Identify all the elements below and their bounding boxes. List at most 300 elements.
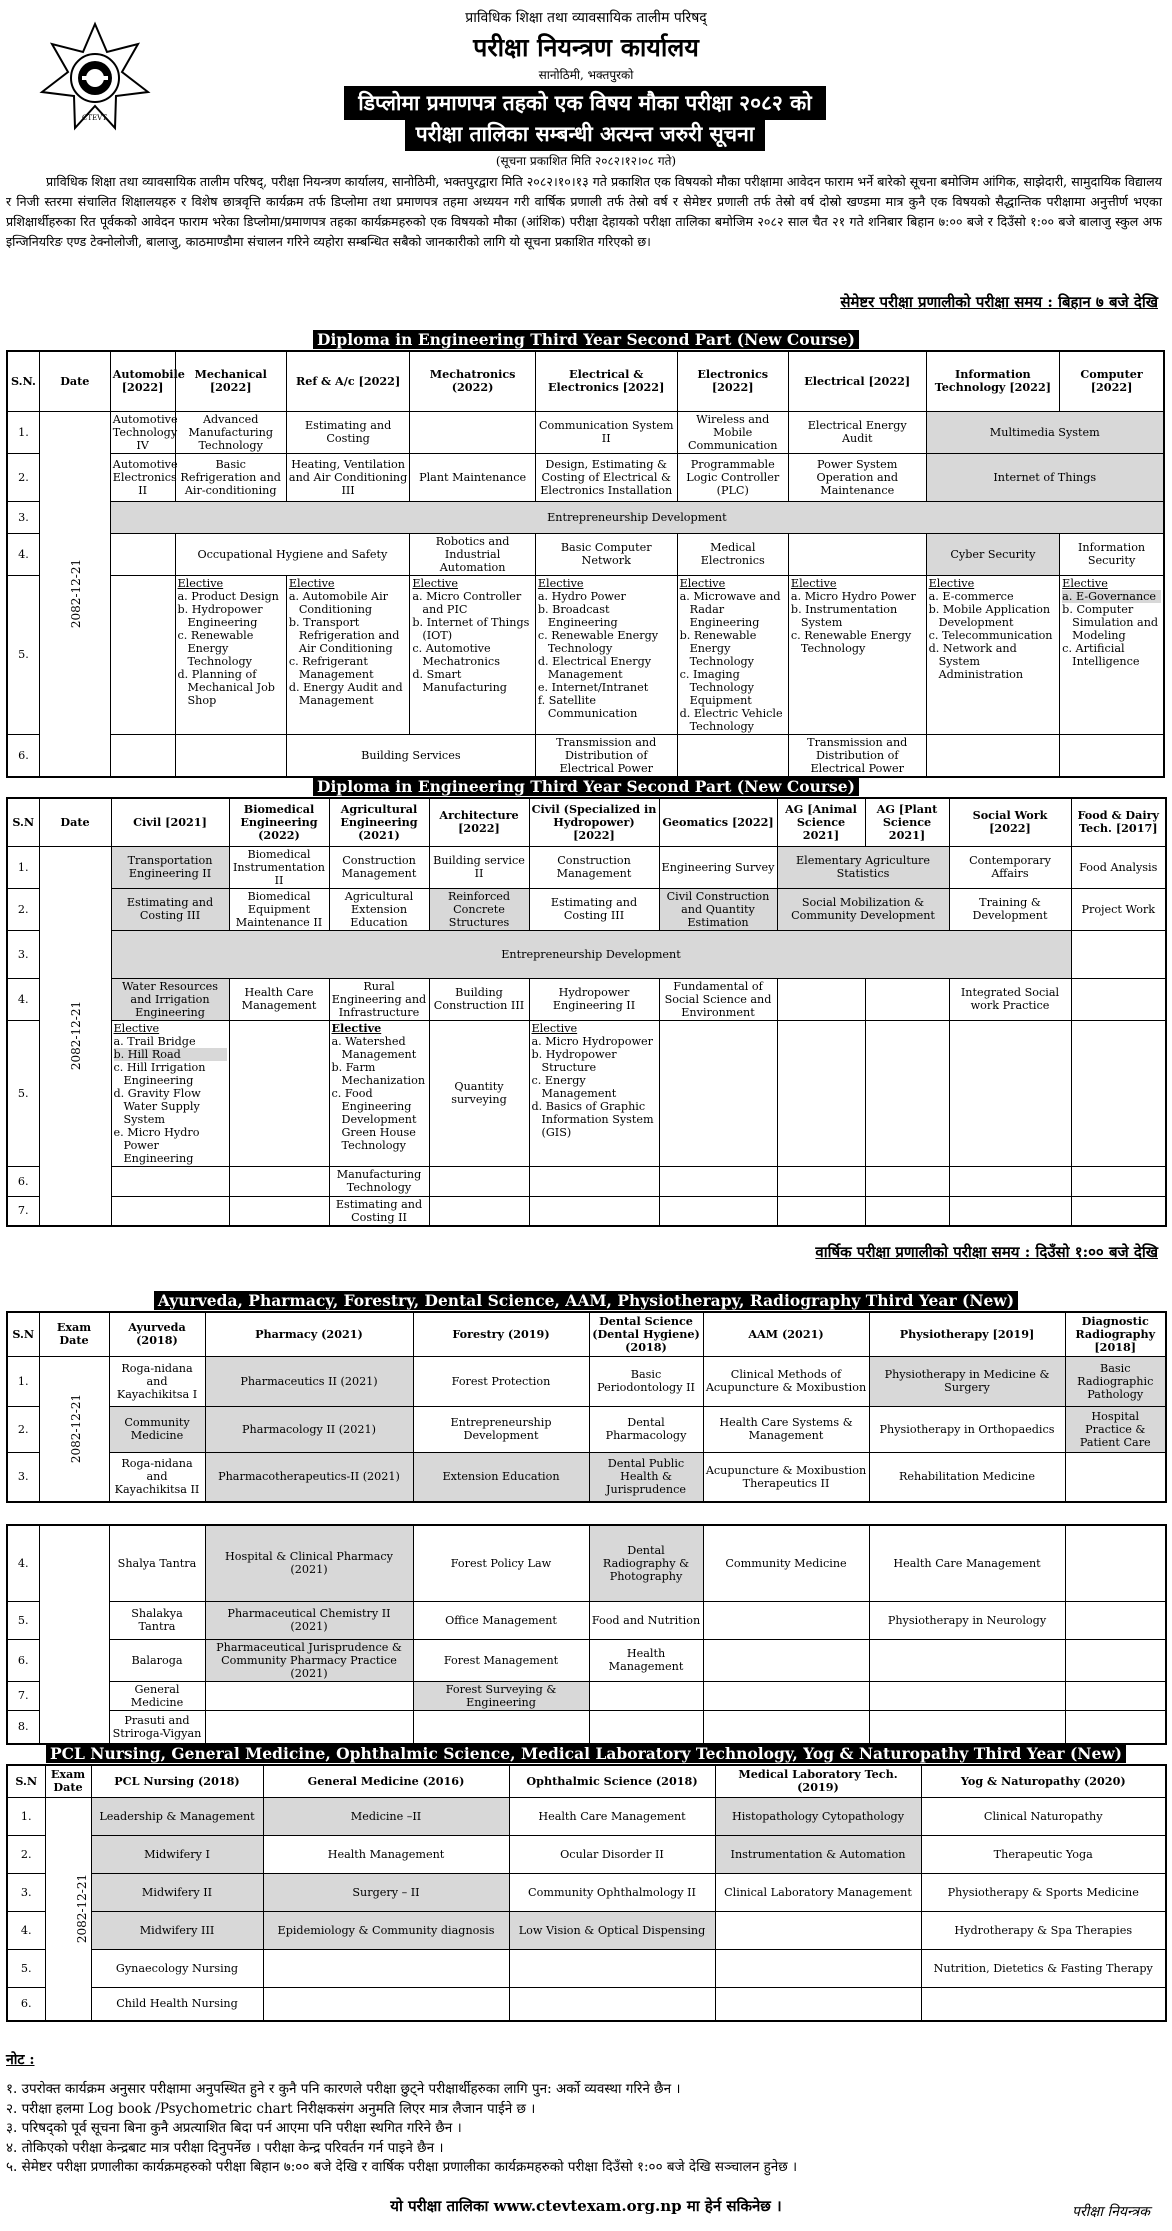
- intro-paragraph: प्राविधिक शिक्षा तथा व्यावसायिक तालीम परिषद्, परीक्षा नियन्त्रण कार्यालय, सानोठिमी, भक्तपुरद्वारा मिति २०८२।१०।१३ गते प्रकाशित एक विषयको मौका परीक्षामा आवेदन फाराम भर्ने बारेको सूचना बमोजिम आंगिक, साझेदारी, सामुदायिक विद्यालय र निजी स्तरमा संचालित शिक्षालयहरु र विशेष छात्रवृत्ति कार्यक्रम तर्फ डिप्लोमा तथा प्रमाणपत्र तहमा अध्ययन गरी वार्षिक प्रणाली तर्फ तेस्रो वर्ष र सेमेष्टर प्रणाली तर्फ तेस्रो वर्ष दोस्रो खण्डमा मात्र कुनै एक विषयको सैद्धान्तिक परीक्षामा अनुत्तीर्ण भएका प्रशिक्षार्थीहरुका रित पूर्वकको आवेदन फाराम भरेका डिप्लोमा/प्रमाणपत्र तहका कार्यक्रमहरुको एक विषयको मौका (आंशिक) परीक्षा देहायको परीक्षा तालिका बमोजिम २०८२ साल चैत २१ गते शनिबार बिहान ७:०० बजे र दिउँसो १:०० बजे बालाजु स्कुल अफ इन्जिनियरिङ एण्ड टेक्नोलोजी, बालाजु, काठमाण्डौमा संचालन गरिने व्यहोरा सम्बन्धित सबैको जानकारीको लागि यो सूचना प्रकाशित गरिएको छ।: [6, 174, 1162, 249]
- elective-cell: [410, 575, 536, 734]
- col-header: Biomedical Engineering (2022): [229, 798, 329, 846]
- list-item: e. Micro Hydro Power Engineering: [113, 1125, 200, 1165]
- subject-cell: [869, 1681, 1065, 1710]
- elective-heading: Elective: [679, 576, 726, 590]
- subject-cell: [413, 1710, 589, 1744]
- subject-cell: Community Medicine: [703, 1525, 869, 1601]
- col-header: AAM (2021): [703, 1312, 869, 1356]
- elective-list: [178, 590, 284, 707]
- col-header: Ref & A/c [2022]: [286, 351, 409, 411]
- elective-cell: [111, 1020, 229, 1166]
- subject-cell: Health Care Management: [509, 1797, 715, 1835]
- subject-cell: Forest Protection: [413, 1356, 589, 1406]
- elective-heading: Elective: [288, 576, 335, 590]
- table-row: [7, 734, 1164, 777]
- subject-cell: Construction Management: [329, 846, 429, 888]
- col-header: S.N.: [7, 351, 39, 411]
- list-item: b. Renewable Energy Technology: [679, 628, 757, 668]
- subject-cell: [263, 1949, 509, 1987]
- table-row: [7, 1196, 1166, 1226]
- website-link[interactable]: यो परीक्षा तालिका www.ctevtexam.org.np मा हेर्न सकिनेछ ।: [390, 2197, 782, 2215]
- list-item: c. Hill Irrigation Engineering: [113, 1060, 206, 1087]
- subject-cell: [1065, 1452, 1166, 1502]
- subject-cell: [715, 1911, 921, 1949]
- elective-heading: Elective: [1062, 576, 1108, 590]
- list-item: d. Network and System Administration: [928, 641, 1024, 681]
- subject-cell: [1071, 930, 1166, 978]
- elective-cell: [286, 575, 409, 734]
- list-item: b. Farm Mechanization: [331, 1060, 426, 1087]
- list-item: c. Food Engineering Development Green House Technology: [331, 1086, 417, 1152]
- subject-cell: [865, 1196, 949, 1226]
- subject-cell: Building Services: [286, 734, 535, 777]
- subject-cell: Internet of Things: [926, 453, 1164, 501]
- subject-cell: [1071, 978, 1166, 1020]
- col-header: Architecture [2022]: [429, 798, 529, 846]
- elective-heading: Elective: [790, 576, 837, 590]
- subject-cell: Quantity surveying: [429, 1020, 529, 1166]
- list-item: a. Micro Controller and PIC: [412, 589, 522, 616]
- subject-cell: [509, 1987, 715, 2021]
- subject-cell: Building Construction III: [429, 978, 529, 1020]
- subject-cell: Transmission and Distribution of Electrical Power: [535, 734, 677, 777]
- list-item: a. Micro Hydropower: [531, 1034, 653, 1048]
- subject-cell: Leadership & Management: [91, 1797, 263, 1835]
- table-row: [7, 501, 1164, 533]
- table-row: [7, 411, 1164, 453]
- subject-cell: Histopathology Cytopathology: [715, 1797, 921, 1835]
- subject-cell: Balaroga: [109, 1639, 205, 1681]
- table-row: [7, 1601, 1166, 1639]
- row-number: 1.: [7, 411, 39, 453]
- note-item: ३. परिषद्को पूर्व सूचना बिना कुनै अप्रत्याशित बिदा पर्न आएमा पनि परीक्षा स्थगित गरिने छैन ।: [6, 2120, 462, 2136]
- list-item: f. Satellite Communication: [537, 693, 638, 720]
- section3b-table: [6, 1524, 1167, 1745]
- subject-cell: [1065, 1601, 1166, 1639]
- subject-cell: [205, 1681, 413, 1710]
- list-item: a. Micro Hydro Power: [790, 589, 916, 603]
- subject-cell: [429, 1166, 529, 1196]
- subject-cell: Pharmaceutical Jurisprudence & Community Pharmacy Practice (2021): [205, 1639, 413, 1681]
- section1-table: [6, 350, 1165, 778]
- list-item: a. E-Governance: [1062, 590, 1161, 603]
- subject-cell: [110, 575, 175, 734]
- subject-cell: Extension Education: [413, 1452, 589, 1502]
- elective-cell: [329, 1020, 429, 1166]
- col-header: Medical Laboratory Tech. (2019): [715, 1765, 921, 1797]
- table-row: [7, 1639, 1166, 1681]
- elective-heading: Elective: [537, 576, 584, 590]
- subject-cell: Midwifery II: [91, 1873, 263, 1911]
- subject-cell: Dental Radiography & Photography: [589, 1525, 703, 1601]
- exam-date: 2082-12-21: [74, 1874, 89, 1944]
- subject-cell: Power System Operation and Maintenance: [788, 453, 926, 501]
- subject-cell: Medicine –II: [263, 1797, 509, 1835]
- subject-cell: Health Care Management: [229, 978, 329, 1020]
- exam-date-cell: [39, 1356, 109, 1502]
- subject-cell: Therapeutic Yoga: [921, 1835, 1166, 1873]
- table-row: [7, 1987, 1166, 2021]
- table-row: [7, 930, 1166, 978]
- subject-cell: Automotive Electronics II: [110, 453, 175, 501]
- subject-cell: Engineering Survey: [659, 846, 777, 888]
- list-item: c. Energy Management: [531, 1073, 617, 1100]
- table-row: [7, 1949, 1166, 1987]
- exam-date-cell: [39, 411, 110, 777]
- row-number: 5.: [7, 1020, 39, 1166]
- list-item: b. Instrumentation System: [790, 602, 898, 629]
- col-header: Civil [2021]: [111, 798, 229, 846]
- subject-cell: [229, 1196, 329, 1226]
- elective-heading: Elective: [928, 576, 975, 590]
- list-item: b. Hydropower Structure: [531, 1047, 617, 1074]
- subject-cell: Midwifery I: [91, 1835, 263, 1873]
- row-number: 7.: [7, 1681, 39, 1710]
- table-row: [7, 1525, 1166, 1601]
- subject-cell: [111, 1196, 229, 1226]
- subject-cell: Hydrotherapy & Spa Therapies: [921, 1911, 1166, 1949]
- subject-cell: Midwifery III: [91, 1911, 263, 1949]
- subject-cell: [949, 1020, 1071, 1166]
- subject-cell: Instrumentation & Automation: [715, 1835, 921, 1873]
- table-row: [7, 1710, 1166, 1744]
- elective-list: [332, 1035, 427, 1152]
- subject-cell: [1065, 1681, 1166, 1710]
- row-number: 3.: [7, 1452, 39, 1502]
- exam-date-cell: [45, 1797, 91, 2021]
- note-item: ५. सेमेष्टर परीक्षा प्रणालीका कार्यक्रमहरुको परीक्षा बिहान ७:०० बजे देखि र वार्षिक परीक्षा प्रणालीका कार्यक्रमहरुको परीक्षा दिउँसो १:०० बजे देखि सञ्चालन हुनेछ ।: [6, 2159, 798, 2175]
- col-header: Dental Science (Dental Hygiene) (2018): [589, 1312, 703, 1356]
- row-number: 4.: [7, 1525, 39, 1601]
- list-item: d. Electric Vehicle Technology: [679, 706, 783, 733]
- list-item: d. Planning of Mechanical Job Shop: [177, 667, 275, 707]
- subject-cell: [949, 1196, 1071, 1226]
- elective-list: [680, 590, 786, 733]
- col-header: Geomatics [2022]: [659, 798, 777, 846]
- list-item: e. Internet/Intranet: [537, 680, 649, 694]
- col-header: Computer [2022]: [1060, 351, 1164, 411]
- subject-cell: [949, 1166, 1071, 1196]
- col-header: Forestry (2019): [413, 1312, 589, 1356]
- subject-cell: [777, 1196, 865, 1226]
- col-header: Electronics [2022]: [677, 351, 788, 411]
- subject-cell: [869, 1639, 1065, 1681]
- table-row: [7, 888, 1166, 930]
- subject-cell: [703, 1681, 869, 1710]
- table-row: [7, 453, 1164, 501]
- subject-cell: [777, 1166, 865, 1196]
- section3-header-row: [7, 1312, 1166, 1356]
- list-item: a. Hydro Power: [537, 589, 626, 603]
- subject-cell: Health Care Systems & Management: [703, 1406, 869, 1452]
- subject-cell: Physiotherapy & Sports Medicine: [921, 1873, 1166, 1911]
- subject-cell: Design, Estimating & Costing of Electrical & Electronics Installation: [535, 453, 677, 501]
- subject-cell: Basic Computer Network: [535, 533, 677, 575]
- elective-heading: Elective: [177, 576, 224, 590]
- subject-cell: Agricultural Extension Education: [329, 888, 429, 930]
- subject-cell: [1060, 734, 1164, 777]
- section3-title: Ayurveda, Pharmacy, Forestry, Dental Science, AAM, Physiotherapy, Radiography Third Year (New): [0, 1291, 1172, 1310]
- col-header: Civil (Specialized in Hydropower) [2022]: [529, 798, 659, 846]
- subject-cell: Nutrition, Dietetics & Fasting Therapy: [921, 1949, 1166, 1987]
- subject-cell: [110, 734, 175, 777]
- section2-header-row: [7, 798, 1166, 846]
- office-location: सानोठिमी, भक्तपुरको: [538, 68, 634, 82]
- office-name: परीक्षा नियन्त्रण कार्यालय: [473, 33, 699, 62]
- subject-cell: [865, 1020, 949, 1166]
- list-item: b. Hill Road: [114, 1048, 227, 1061]
- subject-cell: [703, 1710, 869, 1744]
- subject-cell: Shalakya Tantra: [109, 1601, 205, 1639]
- subject-cell: Clinical Naturopathy: [921, 1797, 1166, 1835]
- subject-cell: Food and Nutrition: [589, 1601, 703, 1639]
- row-number: 7.: [7, 1196, 39, 1226]
- subject-cell: Integrated Social work Practice: [949, 978, 1071, 1020]
- subject-cell: [926, 734, 1060, 777]
- row-number: 3.: [7, 1873, 45, 1911]
- subject-cell: Rural Engineering and Infrastructure: [329, 978, 429, 1020]
- subject-cell: Health Management: [589, 1639, 703, 1681]
- exam-date: 2082-12-21: [68, 558, 83, 629]
- col-header: Electrical & Electronics [2022]: [535, 351, 677, 411]
- subject-cell: Estimating and Costing III: [529, 888, 659, 930]
- col-header: Ophthalmic Science (2018): [509, 1765, 715, 1797]
- subject-cell: Biomedical Equipment Maintenance II: [229, 888, 329, 930]
- elective-cell: [926, 575, 1060, 734]
- elective-list: [1062, 590, 1161, 668]
- section2-table: [6, 797, 1167, 1227]
- col-header: Diagnostic Radiography [2018]: [1065, 1312, 1166, 1356]
- table-row: [7, 1835, 1166, 1873]
- subject-cell: [1065, 1710, 1166, 1744]
- row-number: 6.: [7, 1166, 39, 1196]
- elective-list: [929, 590, 1058, 681]
- subject-cell: Pharmacotherapeutics-II (2021): [205, 1452, 413, 1502]
- subject-cell: Automotive Technology IV: [110, 411, 175, 453]
- subject-cell: [659, 1166, 777, 1196]
- subject-cell: Pharmacology II (2021): [205, 1406, 413, 1452]
- subject-cell: [921, 1987, 1166, 2021]
- col-header: Exam Date: [39, 1312, 109, 1356]
- subject-cell: Basic Periodontology II: [589, 1356, 703, 1406]
- subject-cell: [865, 1166, 949, 1196]
- row-number: 4.: [7, 1911, 45, 1949]
- subject-cell: Transportation Engineering II: [111, 846, 229, 888]
- subject-cell: Contemporary Affairs: [949, 846, 1071, 888]
- exam-date: 2082-12-21: [68, 1001, 83, 1071]
- table-row: [7, 1797, 1166, 1835]
- subject-cell: Health Management: [263, 1835, 509, 1873]
- list-item: d. Energy Audit and Management: [288, 680, 403, 707]
- subject-cell: [263, 1987, 509, 2021]
- col-header: Date: [39, 798, 111, 846]
- col-header: AG [Animal Science 2021]: [777, 798, 865, 846]
- subject-cell: Surgery – II: [263, 1873, 509, 1911]
- subject-cell: [703, 1601, 869, 1639]
- row-number: 1.: [7, 846, 39, 888]
- subject-cell: Community Ophthalmology II: [509, 1873, 715, 1911]
- subject-cell: [589, 1710, 703, 1744]
- subject-cell: Epidemiology & Community diagnosis: [263, 1911, 509, 1949]
- subject-cell: [703, 1639, 869, 1681]
- subject-cell: [110, 533, 175, 575]
- notes-title: नोट :: [6, 2052, 35, 2068]
- subject-cell: Physiotherapy in Medicine & Surgery: [869, 1356, 1065, 1406]
- annual-time-note: वार्षिक परीक्षा प्रणालीको परीक्षा समय : दिउँसो १:०० बजे देखि: [815, 1243, 1158, 1261]
- table-row: [7, 1356, 1166, 1406]
- list-item: b. Broadcast Engineering: [537, 602, 618, 629]
- list-item: c. Imaging Technology Equipment: [679, 667, 754, 707]
- subject-cell: Entrepreneurship Development: [110, 501, 1164, 533]
- subject-cell: Fundamental of Social Science and Environment: [659, 978, 777, 1020]
- col-header: Information Technology [2022]: [926, 351, 1060, 411]
- row-number: 1.: [7, 1797, 45, 1835]
- subject-cell: Clinical Methods of Acupuncture & Moxibustion: [703, 1356, 869, 1406]
- notice-title-line2: परीक्षा तालिका सम्बन्धी अत्यन्त जरुरी सूचना: [405, 117, 765, 151]
- subject-cell: [777, 1020, 865, 1166]
- row-number: 3.: [7, 501, 39, 533]
- row-number: 3.: [7, 930, 39, 978]
- subject-cell: Water Resources and Irrigation Engineering: [111, 978, 229, 1020]
- subject-cell: Advanced Manufacturing Technology: [175, 411, 286, 453]
- subject-cell: Occupational Hygiene and Safety: [175, 533, 410, 575]
- subject-cell: Cyber Security: [926, 533, 1060, 575]
- row-number: 6.: [7, 734, 39, 777]
- subject-cell: [715, 1949, 921, 1987]
- subject-cell: Plant Maintenance: [410, 453, 536, 501]
- col-header: Physiotherapy [2019]: [869, 1312, 1065, 1356]
- subject-cell: Communication System II: [535, 411, 677, 453]
- subject-cell: [175, 734, 286, 777]
- col-header: PCL Nursing (2018): [91, 1765, 263, 1797]
- org-name: प्राविधिक शिक्षा तथा व्यावसायिक तालीम परिषद्: [465, 10, 707, 26]
- elective-heading: Elective: [531, 1021, 578, 1035]
- list-item: c. Telecommunication: [928, 628, 1053, 642]
- table-row: [7, 978, 1166, 1020]
- subject-cell: Civil Construction and Quantity Estimation: [659, 888, 777, 930]
- subject-cell: [865, 978, 949, 1020]
- subject-cell: Entrepreneurship Development: [111, 930, 1071, 978]
- subject-cell: Transmission and Distribution of Electrical Power: [788, 734, 926, 777]
- subject-cell: Robotics and Industrial Automation: [410, 533, 536, 575]
- subject-cell: Manufacturing Technology: [329, 1166, 429, 1196]
- elective-list: [532, 1035, 657, 1139]
- signer-title: परीक्षा नियन्त्रक: [1072, 2204, 1150, 2220]
- subject-cell: [410, 411, 536, 453]
- section1-header-row: [7, 351, 1164, 411]
- section2-title: Diploma in Engineering Third Year Second Part (New Course): [0, 777, 1172, 796]
- row-number: 2.: [7, 453, 39, 501]
- subject-cell: [1065, 1639, 1166, 1681]
- table-row: [7, 1681, 1166, 1710]
- subject-cell: [111, 1166, 229, 1196]
- exam-date-cell: [39, 1525, 109, 1744]
- elective-heading: Elective: [412, 576, 458, 590]
- subject-cell: [1065, 1525, 1166, 1601]
- note-item: १. उपरोक्त कार्यक्रम अनुसार परीक्षामा अनुपस्थित हुने र कुनै पनि कारणले परीक्षा छुट्ने परीक्षार्थीहरुका लागि पुन: अर्को व्यवस्था गरिने छैन ।: [6, 2081, 681, 2097]
- subject-cell: Biomedical Instrumentation II: [229, 846, 329, 888]
- col-header: Mechatronics (2022): [410, 351, 536, 411]
- subject-cell: [589, 1681, 703, 1710]
- subject-cell: [777, 978, 865, 1020]
- col-header: S.N: [7, 798, 39, 846]
- subject-cell: [659, 1196, 777, 1226]
- list-item: c. Automotive Mechatronics: [412, 641, 500, 668]
- subject-cell: Information Security: [1060, 533, 1164, 575]
- subject-cell: Gynaecology Nursing: [91, 1949, 263, 1987]
- list-item: b. Hydropower Engineering: [177, 602, 263, 629]
- subject-cell: Rehabilitation Medicine: [869, 1452, 1065, 1502]
- subject-cell: Food Analysis: [1071, 846, 1166, 888]
- elective-list: [538, 590, 675, 720]
- col-header: Ayurveda (2018): [109, 1312, 205, 1356]
- subject-cell: [1071, 1196, 1166, 1226]
- col-header: Mechanical [2022]: [175, 351, 286, 411]
- notes-list: [6, 2080, 1156, 2178]
- table-row: [7, 1452, 1166, 1502]
- subject-cell: Community Medicine: [109, 1406, 205, 1452]
- subject-cell: [509, 1949, 715, 1987]
- subject-cell: Project Work: [1071, 888, 1166, 930]
- logo-caption: CTEVT: [82, 114, 107, 122]
- subject-cell: Child Health Nursing: [91, 1987, 263, 2021]
- table-row: [7, 1911, 1166, 1949]
- subject-cell: Dental Pharmacology: [589, 1406, 703, 1452]
- subject-cell: [529, 1166, 659, 1196]
- subject-cell: Hospital & Clinical Pharmacy (2021): [205, 1525, 413, 1601]
- table-row: [7, 533, 1164, 575]
- subject-cell: [1071, 1020, 1166, 1166]
- list-item: a. E-commerce: [928, 589, 1014, 603]
- col-header: Electrical [2022]: [788, 351, 926, 411]
- subject-cell: Basic Radiographic Pathology: [1065, 1356, 1166, 1406]
- col-header: Pharmacy (2021): [205, 1312, 413, 1356]
- col-header: AG [Plant Science 2021]: [865, 798, 949, 846]
- list-item: c. Artificial Intelligence: [1062, 641, 1140, 668]
- semester-time-note: सेमेष्टर परीक्षा प्रणालीको परीक्षा समय : बिहान ७ बजे देखि: [840, 293, 1158, 311]
- subject-cell: Pharmaceutics II (2021): [205, 1356, 413, 1406]
- subject-cell: Shalya Tantra: [109, 1525, 205, 1601]
- subject-cell: Ocular Disorder II: [509, 1835, 715, 1873]
- subject-cell: [869, 1710, 1065, 1744]
- row-number: 2.: [7, 888, 39, 930]
- subject-cell: Pharmaceutical Chemistry II (2021): [205, 1601, 413, 1639]
- subject-cell: Wireless and Mobile Communication: [677, 411, 788, 453]
- subject-cell: [788, 533, 926, 575]
- section3-table: [6, 1311, 1167, 1503]
- table-row: [7, 846, 1166, 888]
- row-number: 5.: [7, 1601, 39, 1639]
- subject-cell: Estimating and Costing III: [111, 888, 229, 930]
- subject-cell: Hospital Practice & Patient Care: [1065, 1406, 1166, 1452]
- col-header: S.N: [7, 1312, 39, 1356]
- subject-cell: Forest Policy Law: [413, 1525, 589, 1601]
- subject-cell: Roga-nidana and Kayachikitsa II: [109, 1452, 205, 1502]
- row-number: 1.: [7, 1356, 39, 1406]
- subject-cell: Physiotherapy in Orthopaedics: [869, 1406, 1065, 1452]
- subject-cell: Clinical Laboratory Management: [715, 1873, 921, 1911]
- subject-cell: [677, 734, 788, 777]
- list-item: a. Product Design: [177, 589, 279, 603]
- list-item: a. Automobile Air Conditioning: [288, 589, 389, 616]
- subject-cell: [1071, 1166, 1166, 1196]
- section4-title: PCL Nursing, General Medicine, Ophthalmic Science, Medical Laboratory Technology, Yog & Naturopathy Third Year (New): [0, 1744, 1172, 1763]
- elective-list: [412, 590, 533, 694]
- col-header: Yog & Naturopathy (2020): [921, 1765, 1166, 1797]
- row-number: 5.: [7, 1949, 45, 1987]
- col-header: Automobile [2022]: [110, 351, 175, 411]
- subject-cell: Training & Development: [949, 888, 1071, 930]
